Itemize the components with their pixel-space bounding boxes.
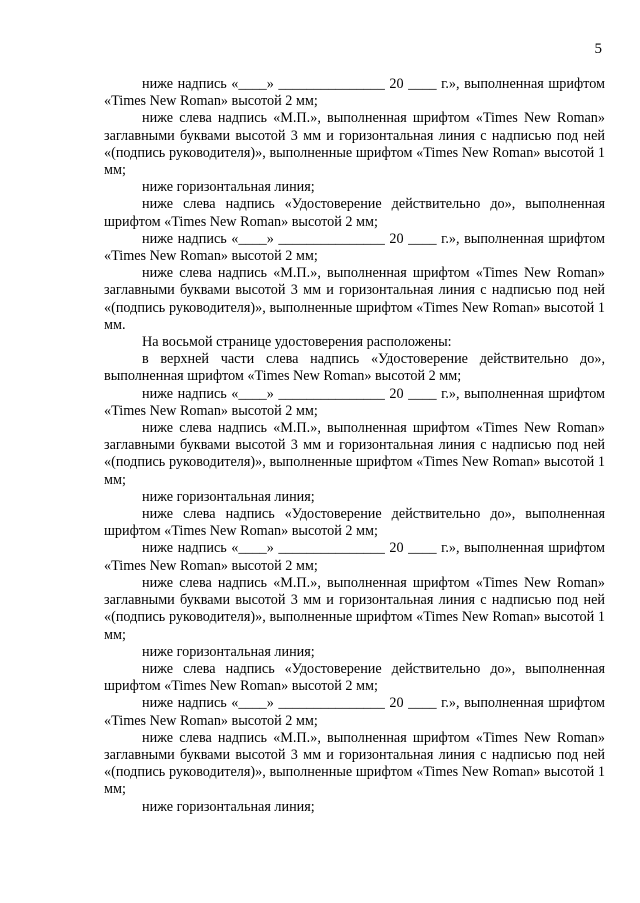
paragraph: ниже горизонтальная линия;: [142, 798, 315, 815]
paragraph: ниже слева надпись «М.П.», выполненная шрифтом «Times New Roman» заглавными буквами высотой 3 мм и горизонтальная линия с надписью под ней «(подпись руководителя)», выполненные шрифтом «Times New Roman» высотой 1 мм;: [104, 110, 605, 179]
paragraph: ниже слева надпись «Удостоверение действительно до», выполненная шрифтом «Times New Roman» высотой 2 мм;: [104, 660, 605, 695]
paragraph: ниже надпись «____» _______________ 20 ____ г.», выполненная шрифтом «Times New Roman» высотой 2 мм;: [104, 76, 605, 110]
paragraph: ниже слева надпись «М.П.», выполненная шрифтом «Times New Roman» заглавными буквами высотой 3 мм и горизонтальная линия с надписью под ней «(подпись руководителя)», выполненные шрифтом «Times New Roman» высотой 1 мм;: [104, 420, 605, 488]
paragraph: ниже слева надпись «Удостоверение действительно до», выполненная шрифтом «Times New Roman» высотой 2 мм;: [104, 506, 605, 540]
document-body: [104, 76, 605, 816]
paragraph: На восьмой странице удостоверения расположены:: [142, 334, 452, 351]
paragraph: ниже горизонтальная линия;: [142, 643, 315, 660]
paragraph: ниже надпись «____» _______________ 20 ____ г.», выполненная шрифтом «Times New Roman» высотой 2 мм;: [104, 385, 605, 419]
paragraph: в верхней части слева надпись «Удостоверение действительно до», выполненная шрифтом «Times New Roman» высотой 2 мм;: [104, 351, 605, 385]
paragraph: ниже слева надпись «М.П.», выполненная шрифтом «Times New Roman» заглавными буквами высотой 3 мм и горизонтальная линия с надписью под ней «(подпись руководителя)», выполненные шрифтом «Times New Roman» высотой 1 мм.: [104, 265, 605, 333]
page-number: 5: [594, 41, 602, 57]
paragraph: ниже надпись «____» _______________ 20 ____ г.», выполненная шрифтом «Times New Roman» высотой 2 мм;: [104, 230, 605, 265]
paragraph: ниже слева надпись «М.П.», выполненная шрифтом «Times New Roman» заглавными буквами высотой 3 мм и горизонтальная линия с надписью под ней «(подпись руководителя)», выполненные шрифтом «Times New Roman» высотой 1 мм;: [104, 729, 605, 798]
paragraph: ниже надпись «____» _______________ 20 ____ г.», выполненная шрифтом «Times New Roman» высотой 2 мм;: [104, 695, 605, 729]
paragraph: ниже надпись «____» _______________ 20 ____ г.», выполненная шрифтом «Times New Roman» высотой 2 мм;: [104, 540, 605, 574]
paragraph: ниже слева надпись «Удостоверение действительно до», выполненная шрифтом «Times New Roman» высотой 2 мм;: [104, 196, 605, 230]
paragraph: ниже горизонтальная линия;: [142, 179, 315, 196]
paragraph: ниже слева надпись «М.П.», выполненная шрифтом «Times New Roman» заглавными буквами высотой 3 мм и горизонтальная линия с надписью под ней «(подпись руководителя)», выполненные шрифтом «Times New Roman» высотой 1 мм;: [104, 574, 605, 643]
paragraph: ниже горизонтальная линия;: [142, 488, 315, 505]
